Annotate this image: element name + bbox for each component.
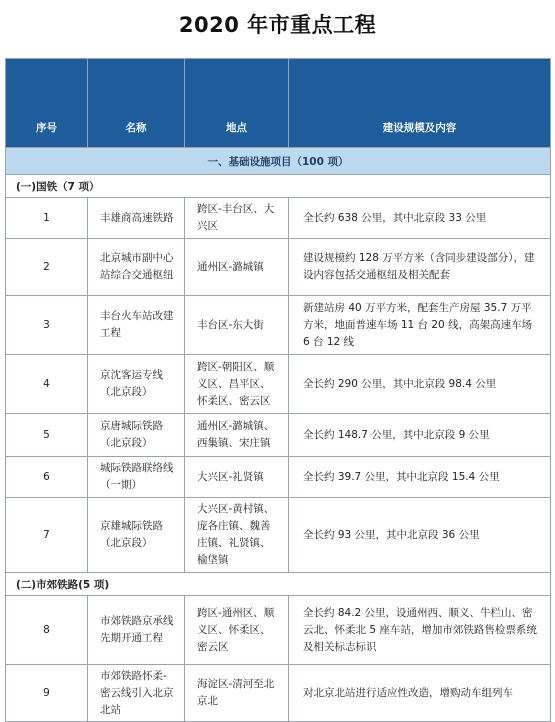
table-header-row xyxy=(6,59,551,148)
cell-scope: 全长约 290 公里，其中北京段 98.4 公里 xyxy=(289,355,551,414)
page-title: 2020 年市重点工程 xyxy=(178,13,377,37)
cell-scope: 全长约 148.7 公里，其中北京段 9 公里 xyxy=(289,414,551,457)
cell-name: 京唐城际铁路（北京段） xyxy=(88,414,185,457)
group-label: (一)国铁（7 项） xyxy=(6,175,551,198)
cell-serial: 7 xyxy=(6,498,88,573)
cell-location: 大兴区-黄村镇、庞各庄镇、魏善庄镇、礼贤镇、榆垡镇 xyxy=(185,498,289,573)
cell-serial: 8 xyxy=(6,596,88,665)
cell-scope: 全长约 84.2 公里，设通州西、顺义、牛栏山、密云北、怀柔北 5 座车站，增加市郊铁路售检票系统及相关标志标识 xyxy=(289,596,551,665)
cell-name: 丰台火车站改建工程 xyxy=(88,296,185,355)
cell-location: 通州区-潞城镇 xyxy=(185,239,289,296)
table-row xyxy=(6,355,551,414)
cell-location: 通州区-潞城镇、西集镇、宋庄镇 xyxy=(185,414,289,457)
section-title: 一、基础设施项目（100 项） xyxy=(6,148,551,175)
group-row xyxy=(6,175,551,198)
header-name: 名称 xyxy=(88,59,185,148)
cell-scope: 对北京北站进行适应性改造，增购动车组列车 xyxy=(289,665,551,722)
table-row xyxy=(6,498,551,573)
cell-serial: 2 xyxy=(6,239,88,296)
cell-location: 跨区-通州区、顺义区、怀柔区、密云区 xyxy=(185,596,289,665)
table-row xyxy=(6,414,551,457)
header-scope: 建设规模及内容 xyxy=(289,59,551,148)
table-row xyxy=(6,665,551,722)
cell-name: 丰雄商高速铁路 xyxy=(88,198,185,239)
cell-serial: 3 xyxy=(6,296,88,355)
header-serial: 序号 xyxy=(6,59,88,148)
cell-location: 海淀区-清河至北京北 xyxy=(185,665,289,722)
group-row xyxy=(6,573,551,596)
group-label: (二)市郊铁路(5 项) xyxy=(6,573,551,596)
cell-scope: 全长约 39.7 公里，其中北京段 15.4 公里 xyxy=(289,457,551,498)
cell-location: 丰台区-东大街 xyxy=(185,296,289,355)
table-row xyxy=(6,457,551,498)
cell-name: 北京城市副中心站综合交通枢纽 xyxy=(88,239,185,296)
cell-location: 大兴区-礼贤镇 xyxy=(185,457,289,498)
cell-location: 跨区-丰台区、大兴区 xyxy=(185,198,289,239)
table-row xyxy=(6,596,551,665)
section-row xyxy=(6,148,551,175)
table-row xyxy=(6,296,551,355)
cell-scope: 新建站房 40 万平方米，配套生产房屋 35.7 万平方米，地面普速车场 11 台 20 线，高架高速车场 6 台 12 线 xyxy=(289,296,551,355)
cell-name: 城际铁路联络线（一期） xyxy=(88,457,185,498)
cell-serial: 9 xyxy=(6,665,88,722)
cell-location: 跨区-朝阳区、顺义区、昌平区、怀柔区、密云区 xyxy=(185,355,289,414)
cell-serial: 4 xyxy=(6,355,88,414)
cell-serial: 5 xyxy=(6,414,88,457)
cell-name: 京沈客运专线（北京段） xyxy=(88,355,185,414)
cell-name: 京雄城际铁路（北京段） xyxy=(88,498,185,573)
cell-scope: 全长约 93 公里，其中北京段 36 公里 xyxy=(289,498,551,573)
cell-name: 市郊铁路怀柔-密云线引入北京北站 xyxy=(88,665,185,722)
cell-name: 市郊铁路京承线先期开通工程 xyxy=(88,596,185,665)
projects-table xyxy=(5,58,551,722)
table-row xyxy=(6,198,551,239)
cell-serial: 6 xyxy=(6,457,88,498)
cell-serial: 1 xyxy=(6,198,88,239)
header-location: 地点 xyxy=(185,59,289,148)
cell-scope: 建设规模约 128 万平方米（含同步建设部分），建设内容包括交通枢纽及相关配套 xyxy=(289,239,551,296)
table-row xyxy=(6,239,551,296)
cell-scope: 全长约 638 公里，其中北京段 33 公里 xyxy=(289,198,551,239)
